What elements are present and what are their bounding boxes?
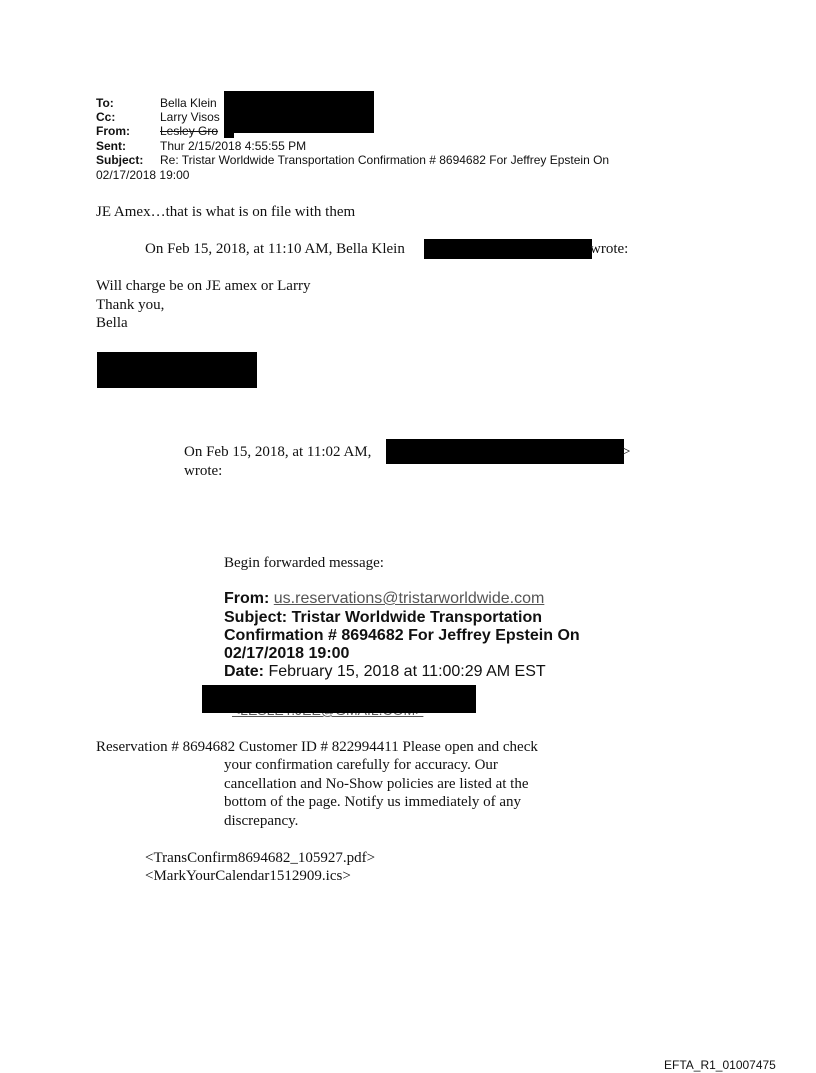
redaction-box [97, 352, 257, 388]
reservation-line: Reservation # 8694682 Customer ID # 822994411 Please open and check [96, 739, 538, 755]
redaction-box [424, 239, 592, 259]
from-label: From: [96, 124, 130, 138]
reservation-line: cancellation and No-Show policies are listed at the [224, 776, 529, 792]
quote1-line: Bella [96, 315, 128, 331]
forward-intro: Begin forwarded message: [224, 555, 384, 571]
subject-label: Subject: [96, 153, 144, 167]
quote1-wrote: wrote: [590, 241, 629, 257]
subject-value: Re: Tristar Worldwide Transportation Confirmation # 8694682 For Jeffrey Epstein On [160, 153, 610, 167]
cc-value: Larry Visos [160, 110, 220, 124]
cc-label: Cc: [96, 110, 116, 124]
redaction-box [224, 91, 374, 133]
forward-from-email[interactable]: us.reservations@tristarworldwide.com [273, 590, 545, 607]
forward-subject-value: Tristar Worldwide Transportation [291, 609, 542, 626]
forward-subject-row [224, 609, 542, 627]
reply-line: JE Amex…that is what is on file with them [96, 204, 356, 220]
reservation-line: your confirmation carefully for accuracy. Our [224, 757, 498, 773]
quote2-bracket: > [622, 444, 631, 460]
forward-subject-label: Subject: [224, 609, 288, 626]
redaction-box [386, 439, 624, 464]
subject-continuation: 02/17/2018 19:00 [96, 168, 190, 182]
bates-number: EFTA_R1_01007475 [664, 1058, 776, 1072]
sent-label: Sent: [96, 139, 126, 153]
attachment-ics[interactable]: <MarkYourCalendar1512909.ics> [145, 868, 351, 884]
forward-subject-cont: 02/17/2018 19:00 [224, 645, 350, 662]
redaction-box [224, 126, 234, 138]
reservation-line: bottom of the page. Notify us immediately of any [224, 794, 522, 810]
forward-from-label: From: [224, 590, 270, 607]
forward-date-label: Date: [224, 663, 265, 680]
to-label: To: [96, 96, 114, 110]
quote1-line: Thank you, [96, 297, 165, 313]
redaction-box [202, 685, 476, 713]
sent-value: Thur 2/15/2018 4:55:55 PM [160, 139, 307, 153]
forward-subject-cont: Confirmation # 8694682 For Jeffrey Epstein On [224, 627, 580, 644]
quote2-attribution: On Feb 15, 2018, at 11:02 AM, [184, 444, 372, 460]
reservation-line: discrepancy. [224, 813, 299, 829]
forward-from-row [224, 590, 544, 608]
forward-date-row [224, 663, 546, 681]
from-value: Lesley Gro [160, 124, 219, 138]
forward-date-value: February 15, 2018 at 11:00:29 AM EST [268, 663, 546, 680]
to-value: Bella Klein [160, 96, 217, 110]
quote1-attribution: On Feb 15, 2018, at 11:10 AM, Bella Klein [145, 241, 405, 257]
quote1-line: Will charge be on JE amex or Larry [96, 278, 311, 294]
attachment-pdf[interactable]: <TransConfirm8694682_105927.pdf> [145, 850, 376, 866]
quote2-wrote: wrote: [184, 463, 223, 479]
